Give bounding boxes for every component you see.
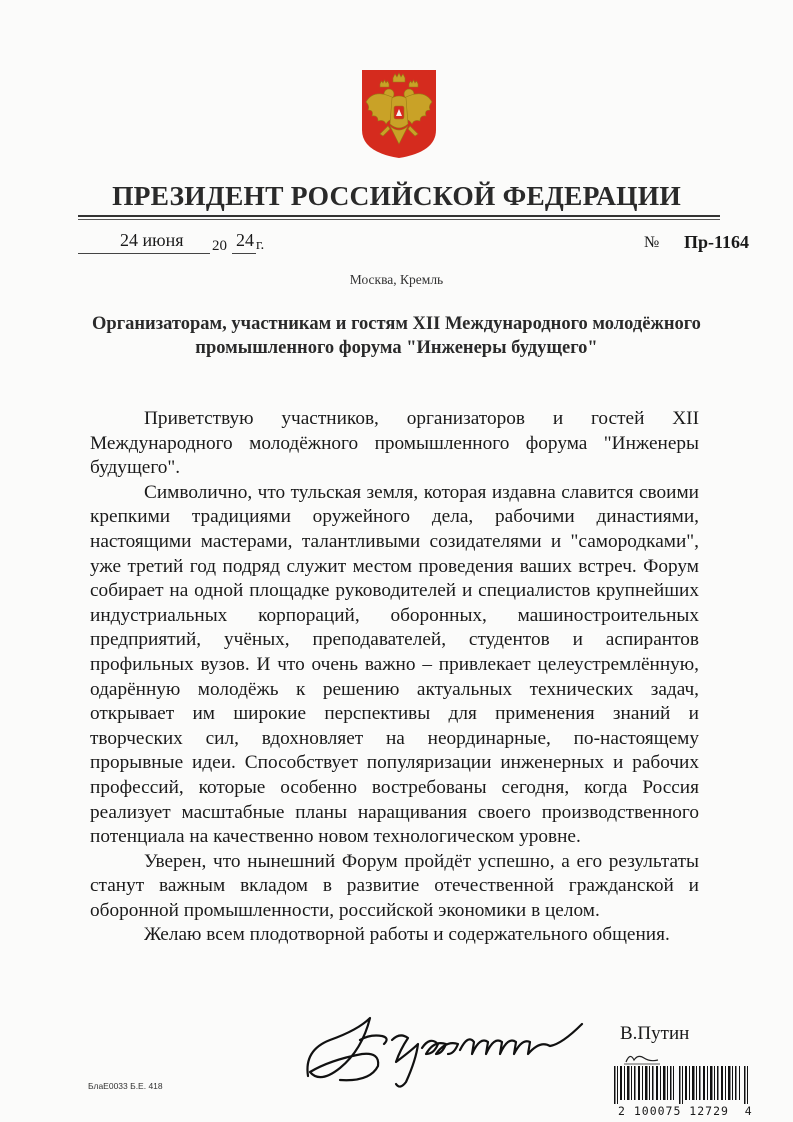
handwritten-signature bbox=[300, 1010, 590, 1090]
date-year-abbr: г. bbox=[256, 237, 265, 253]
letterhead-rule bbox=[78, 215, 720, 217]
paragraph: Уверен, что нынешний Форум пройдёт успешно, а его результаты станут важным вкладом в развитие отечественной гражданской и оборонной промышленности, российской экономики в целом. bbox=[90, 850, 699, 921]
letter-body bbox=[90, 407, 699, 948]
letterhead-title: ПРЕЗИДЕНТ РОССИЙСКОЙ ФЕДЕРАЦИИ bbox=[112, 180, 681, 211]
coat-of-arms-icon bbox=[360, 68, 438, 160]
place: Москва, Кремль bbox=[349, 272, 444, 287]
signer-name: В.Путин bbox=[620, 1023, 690, 1044]
letterhead-rule-thin bbox=[78, 219, 720, 220]
date-year-prefix: 20 bbox=[212, 238, 227, 254]
paragraph: Приветствую участников, организаторов и гостей XII Международного молодёжного промышленного форума "Инженеры будущего". bbox=[90, 408, 699, 479]
date-day-month: 24 июня bbox=[120, 230, 184, 250]
addressee-heading: Организаторам, участникам и гостям XII Международного молодёжного промышленного форума "Инженеры будущего" bbox=[92, 314, 701, 358]
date-underline bbox=[78, 253, 210, 254]
number-sign: № bbox=[644, 234, 660, 251]
barcode-icon bbox=[612, 1064, 752, 1104]
form-code: БлаЕ0033 Б.Е. 418 bbox=[88, 1081, 163, 1091]
year-underline bbox=[232, 253, 256, 254]
barcode-number: 2 100075 12729 4 bbox=[618, 1104, 753, 1118]
date-year: 24 bbox=[236, 230, 254, 250]
document-number: Пр-1164 bbox=[684, 232, 750, 252]
paragraph: Символично, что тульская земля, которая издавна славится своими крепкими традициями оружейного дела, рабочими династиями, настоящими мастерами, талантливыми созидателями и "самородками", уже третий год подряд служит местом проведения ваших встреч. Форум собирает на одной площадке руководителей и специалистов крупнейших индустриальных корпораций, оборонных, машиностроительных предприятий, учёных, преподавателей, студентов и аспирантов профильных вузов. И что очень важно – привлекает целеустремлённую, одарённую молодёжь к решению актуальных технических задач, открывает им широкие перспективы для применения знаний и творческих сил, вдохновляет на неординарные, по-настоящему прорывные идеи. Способствует популяризации инженерных и рабочих профессий, которые особенно востребованы сегодня, когда Россия реализует масштабные планы наращивания своего производственного потенциала на качественно новом технологическом уровне. bbox=[90, 481, 699, 848]
paragraph: Желаю всем плодотворной работы и содержательного общения. bbox=[144, 924, 670, 946]
